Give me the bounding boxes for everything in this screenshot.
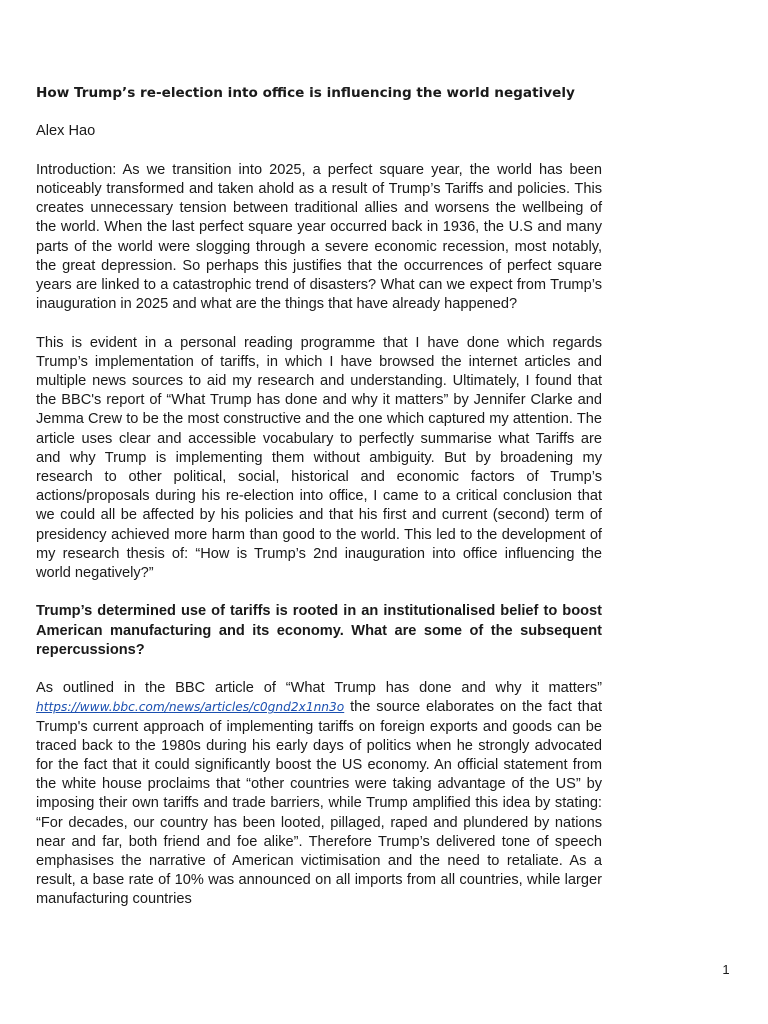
- section-heading: Trump’s determined use of tariffs is rooted in an institutionalised belief to boost American manufacturing and its economy. What are some of the subsequent repercussions?: [36, 603, 602, 658]
- paragraph-text-body: the source elaborates on the fact that Trump's current approach of implementing tariffs on foreign exports and goods can be traced back to the 1980s during his early days of politics when he strongly advocated for the fact that it could significantly boost the US economy. An official statement from the white house proclaims that “other countries were taking advantage of the US” by imposing their own tariffs and trade barriers, while Trump amplified this idea by stating: “For decades, our country has been looted, pillaged, raped and plundered by nations near and far, both friend and foe alike”. Therefore Trump’s delivered tone of speech emphasises the narrative of American victimisation and the need to retaliate. As a result, a base rate of 10% was announced on all imports from all countries, while larger manufacturing countries: [36, 699, 602, 908]
- page-number: 1: [722, 962, 730, 977]
- author-name: Alex Hao: [36, 123, 96, 140]
- bbc-article-paragraph: [36, 679, 602, 909]
- paragraph-text-lead: As outlined in the BBC article of “What Trump has done and why it matters”: [36, 680, 602, 697]
- document-page: [36, 84, 602, 929]
- reading-programme-paragraph: This is evident in a personal reading programme that I have done which regards Trump’s implementation of tariffs, in which I have browsed the internet articles and multiple news sources to aid my research and understanding. Ultimately, I found that the BBC's report of “What Trump has done and why it matters” by Jennifer Clarke and Jemma Crew to be the most constructive and the one which captured my attention. The article uses clear and accessible vocabulary to perfectly summarise what Tariffs are and why Trump is implementing them without ambiguity. But by broadening my research to other political, social, historical and economic factors of Trump’s actions/proposals during his re-election into office, I came to a critical conclusion that we could all be affected by his policies and that his first and current (second) term of presidency achieved more harm than good to the world. This led to the development of my research thesis of: “How is Trump’s 2nd inauguration into office influencing the world negatively?”: [36, 334, 602, 582]
- introduction-paragraph: Introduction: As we transition into 2025, a perfect square year, the world has been noticeably transformed and taken ahold as a result of Trump’s Tariffs and policies. This creates unnecessary tension between traditional allies and worsens the wellbeing of the world. When the last perfect square year occurred back in 1936, the U.S and many parts of the world were slogging through a severe economic recession, most notably, the great depression. So perhaps this justifies that the occurrences of perfect square years are linked to a catastrophic trend of disasters? What can we expect from Trump’s inauguration in 2025 and what are the things that have already happened?: [36, 161, 602, 313]
- document-title: How Trump’s re-election into office is influencing the world negatively: [36, 85, 575, 101]
- bbc-article-link[interactable]: https://www.bbc.com/news/articles/c0gnd2x1nn3o: [36, 700, 345, 715]
